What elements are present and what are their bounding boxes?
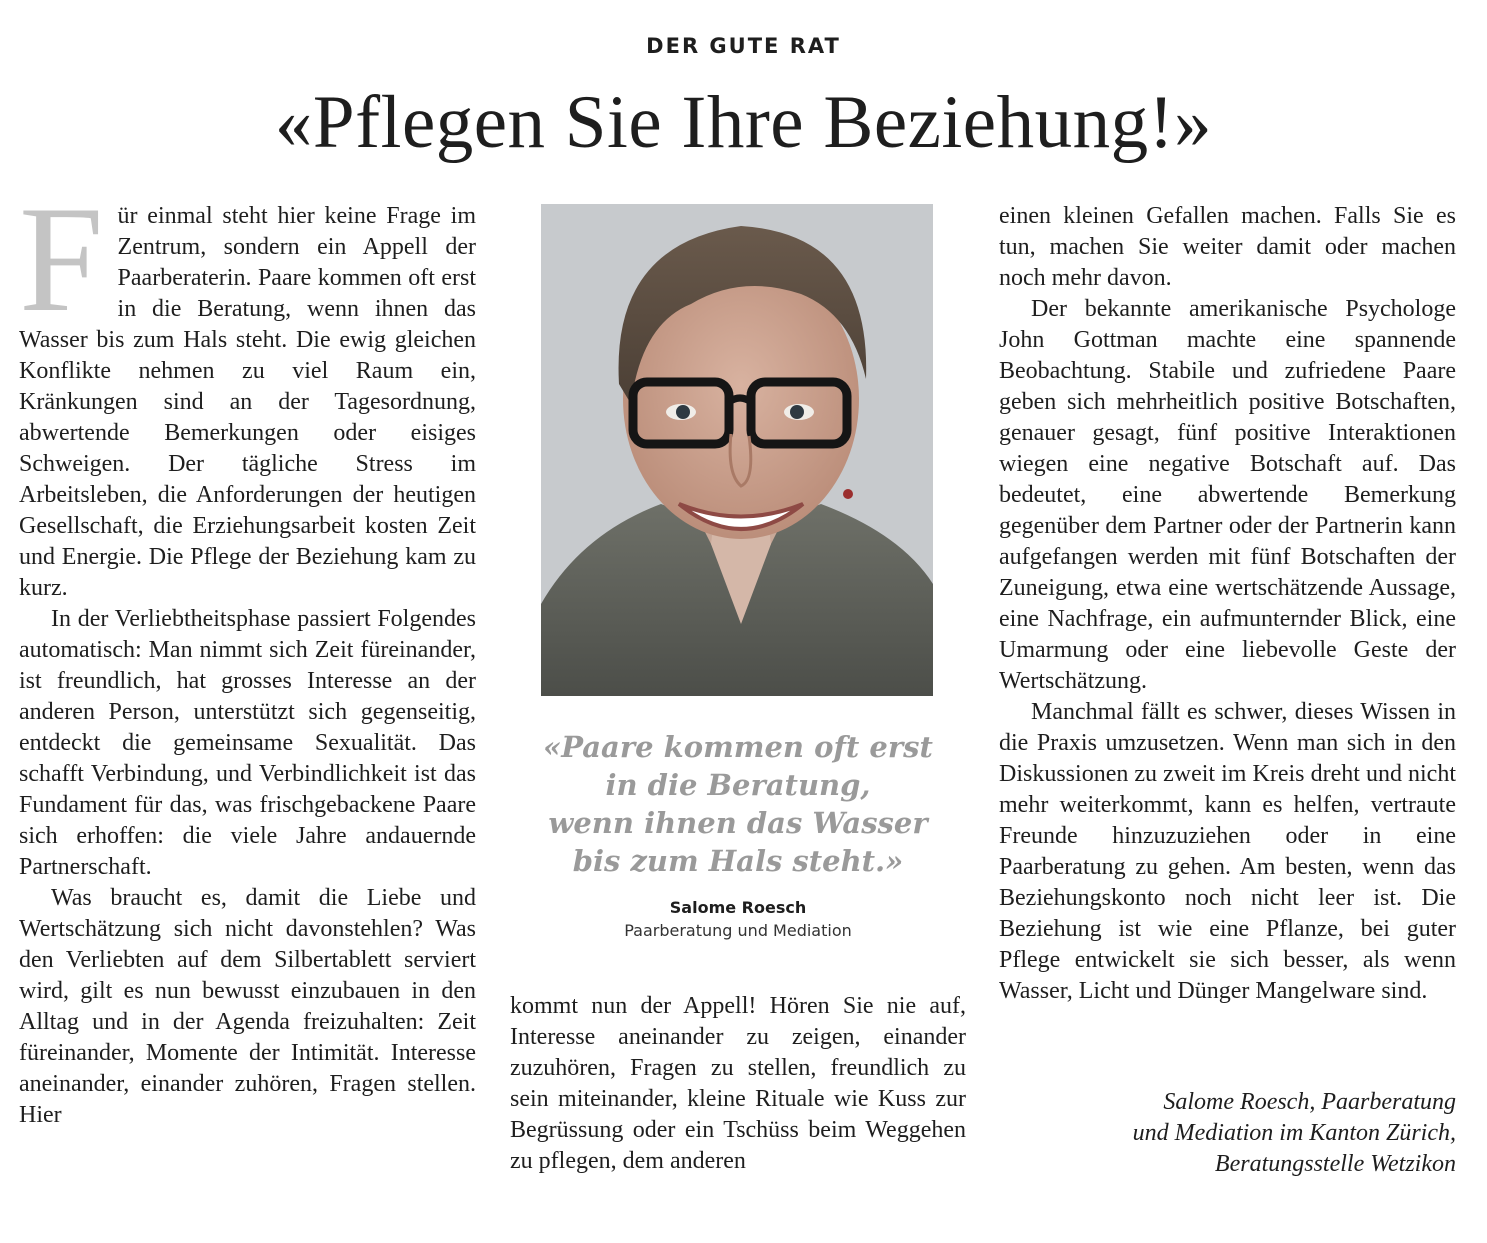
signature-line: Beratungsstelle Wetzikon — [1214, 1151, 1456, 1177]
paragraph: Was braucht es, damit die Liebe und Wertschätzung sich nicht davonstehlen? Was den Verliebten auf dem Silbertablett serviert wird, gilt es nun bewusst einzubauen in den Alltag und in der Agenda freizuhalten: Zeit füreinander, Momente der Intimität. Interesse aneinander, einander zuhören, Fragen stellen. Hier — [19, 885, 476, 1128]
author-portrait-photo — [541, 204, 933, 696]
paragraph: kommt nun der Appell! Hören Sie nie auf, Interesse aneinander zu zeigen, einander zuzuhören, Fragen zu stellen, freundlich zu sein miteinander, kleine Rituale wie Kuss zur Begrüssung oder ein Tschüss beim Weggehen zu pflegen, dem anderen — [510, 993, 966, 1174]
article-column-2 — [510, 991, 966, 1177]
pull-quote — [520, 728, 956, 880]
signature-line: Salome Roesch, Paarberatung — [1163, 1089, 1456, 1115]
paragraph: In der Verliebtheitsphase passiert Folgendes automatisch: Man nimmt sich Zeit füreinander, ist freundlich, hat grosses Interesse an der anderen Person, unterstützt sich gegenseitig, entdeckt die gemeinsame Sexualität. Das schafft Verbindung, und Verbindlichkeit ist das Fundament für das, was frischgebackene Paare sich erhoffen: die viele Jahre andauernde Partnerschaft. — [19, 606, 476, 880]
article-headline: «Pflegen Sie Ihre Beziehung!» — [274, 81, 1213, 164]
pull-quote-line: «Paare kommen oft erst — [543, 730, 933, 764]
paragraph: Der bekannte amerikanische Psychologe John Gottman machte eine spannende Beobachtung. Stabile und zufriedene Paare geben sich mehrheitlich positive Botschaften, genauer gesagt, fünf positive Interaktionen wiegen eine negative Botschaft auf. Das bedeutet, eine abwertende Bemerkung gegenüber dem Partner oder der Partnerin kann aufgefangen werden mit fünf Botschaften der Zuneigung, etwa eine wertschätzende Aussage, eine Nachfrage, ein aufmunternder Blick, eine Umarmung oder eine liebevolle Geste der Wertschätzung. — [999, 296, 1456, 694]
paragraph: ür einmal steht hier keine Frage im Zentrum, sondern ein Appell der Paarberaterin. Paare kommen oft erst in die Beratung, wenn ihnen das Wasser bis zum Hals steht. Die ewig gleichen Konflikte nehmen zu viel Raum ein, Kränkungen sind an der Tagesordnung, abwertende Bemerkungen oder eisiges Schweigen. Der tägliche Stress im Arbeitsleben, die Anforderungen der heutigen Gesellschaft, die Erziehungsarbeit kosten Zeit und Energie. Die Pflege der Beziehung kam zu kurz. — [19, 203, 476, 601]
article-column-1 — [19, 175, 476, 1131]
article-column-3 — [999, 201, 1456, 1007]
portrait-illustration — [541, 204, 933, 696]
pull-quote-line: wenn ihnen das Wasser — [548, 806, 928, 840]
paragraph: Manchmal fällt es schwer, dieses Wissen in die Praxis umzusetzen. Wenn man sich in den Diskussionen zu zweit im Kreis dreht und nicht mehr weiterkommt, kann es helfen, vertraute Freunde hinzuzuziehen oder in eine Paarberatung zu gehen. Am besten, wenn das Beziehungskonto noch nicht leer ist. Die Beziehung ist wie eine Pflanze, bei guter Pflege entwickelt sie sich besser, als wenn Wasser, Licht und Dünger Mangelware sind. — [999, 699, 1456, 1004]
signature-line: und Mediation im Kanton Zürich, — [1132, 1120, 1456, 1146]
pull-quote-line: bis zum Hals steht.» — [572, 844, 904, 878]
pull-quote-author-role: Paarberatung und Mediation — [624, 921, 852, 940]
pull-quote-author-name: Salome Roesch — [669, 898, 807, 917]
author-signature — [999, 1087, 1456, 1180]
pull-quote-line: in die Beratung, — [605, 768, 871, 802]
section-kicker: DER GUTE RAT — [646, 34, 841, 58]
paragraph: einen kleinen Gefallen machen. Falls Sie es tun, machen Sie weiter damit oder machen noch mehr davon. — [999, 203, 1456, 291]
drop-cap: F — [19, 175, 104, 343]
